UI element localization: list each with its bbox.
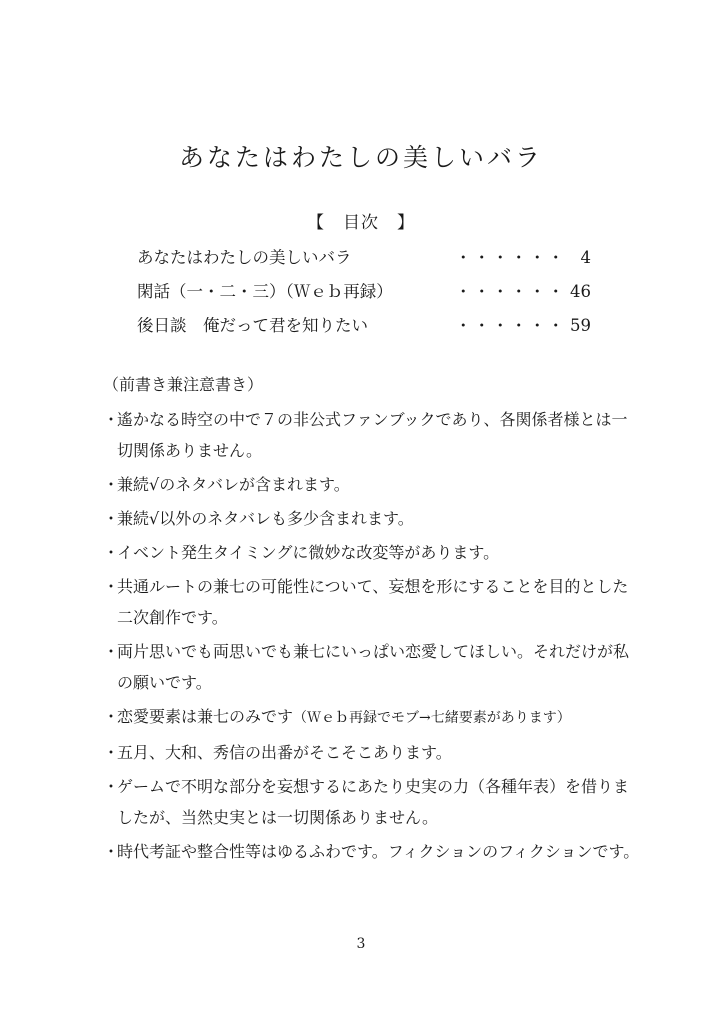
bullet-mark: ・ <box>103 410 120 429</box>
bullet-mark: ・ <box>103 475 120 494</box>
bullet-mark: ・ <box>103 707 120 726</box>
note-line: 共通ルートの兼七の可能性について、妄想を形にすることを目的とした <box>117 577 629 596</box>
note-line: 遙かなる時空の中で７の非公式ファンブックであり、各関係者様とは一 <box>117 410 628 429</box>
note-item <box>103 404 628 466</box>
note-line: 時代考証や整合性等はゆるふわです。フィクションのフィクションです。 <box>117 842 640 861</box>
note-line: ゲームで不明な部分を妄想するにあたり史実の力（各種年表）を借りま <box>117 777 630 796</box>
note-line: したが、当然史実とは一切関係ありません。 <box>117 808 438 827</box>
note-item <box>103 636 630 698</box>
note-text: 恋愛要素は兼七のみです <box>117 707 294 726</box>
bullet-mark: ・ <box>103 577 120 596</box>
toc-entry <box>137 312 597 346</box>
note-line: 兼続√以外のネタバレも多少含まれます。 <box>117 509 414 528</box>
toc-heading: 【 目次 】 <box>307 213 415 233</box>
note-item <box>103 537 623 568</box>
table-of-contents <box>137 244 597 346</box>
note-line <box>117 701 623 734</box>
note-line: 二次創作です。 <box>117 608 228 627</box>
note-item <box>103 469 623 500</box>
toc-entry <box>137 244 597 278</box>
toc-entry-page: 59 <box>570 316 591 335</box>
toc-entry <box>137 278 597 312</box>
note-item <box>103 836 640 867</box>
bullet-mark: ・ <box>103 509 120 528</box>
note-item <box>103 503 623 534</box>
toc-leader-dots: ・・・・・・ <box>455 248 566 267</box>
book-title: あなたはわたしの美しいバラ <box>178 143 543 172</box>
note-line: 切関係ありません。 <box>117 441 262 460</box>
notes-section <box>103 371 640 870</box>
toc-entry-page: 4 <box>580 248 591 267</box>
toc-entry-page: 46 <box>570 282 591 301</box>
note-item <box>103 701 623 734</box>
note-line: 両片思いでも両思いでも兼七にいっぱい恋愛してほしい。それだけが私 <box>117 642 630 661</box>
toc-entry-title: 後日談 俺だって君を知りたい <box>137 316 368 335</box>
note-line: 五月、大和、秀信の出番がそこそこあります。 <box>117 743 452 762</box>
bullet-mark: ・ <box>103 743 120 762</box>
note-line: の願いです。 <box>117 673 212 692</box>
toc-entry-title: 閑話（一・二・三）（Ｗｅｂ再録） <box>137 282 393 301</box>
note-item <box>103 771 630 833</box>
toc-leader-dots: ・・・・・・ <box>455 316 566 335</box>
note-item <box>103 571 629 633</box>
page-number: 3 <box>356 936 366 952</box>
note-line: イベント発生タイミングに微妙な改変等があります。 <box>117 543 500 562</box>
toc-leader-dots: ・・・・・・ <box>455 282 566 301</box>
note-aside: （Ｗｅｂ再録でモブ→七緒要素があります） <box>293 710 571 726</box>
note-item <box>103 737 623 768</box>
note-line: 兼続√のネタバレが含まれます。 <box>117 475 350 494</box>
toc-entry-title: あなたはわたしの美しいバラ <box>137 248 352 267</box>
bullet-mark: ・ <box>103 842 120 861</box>
bullet-mark: ・ <box>103 777 120 796</box>
notes-heading: （前書き兼注意書き） <box>103 375 264 394</box>
bullet-mark: ・ <box>103 543 120 562</box>
bullet-mark: ・ <box>103 642 120 661</box>
